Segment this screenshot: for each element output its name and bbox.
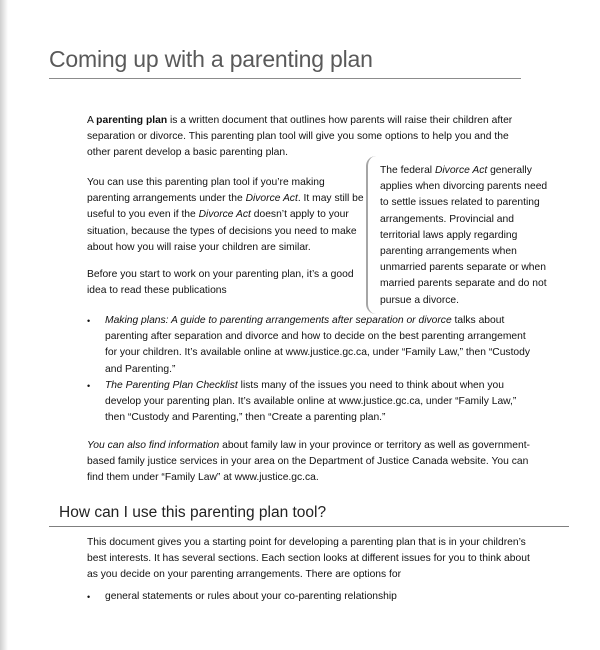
- list-item: [87, 378, 532, 427]
- before-start-paragraph: Before you start to work on your parenting plan, it’s a good idea to read these publications: [87, 269, 354, 297]
- page-title: Coming up with a parenting plan: [49, 46, 373, 72]
- use-tool-text3: doesn’t apply to your situation, because the types of decisions you need to make about how you will raise your children are similar.: [87, 209, 357, 253]
- bullet-icon: •: [87, 592, 91, 602]
- intro-before: A: [87, 115, 97, 126]
- option-text: general statements or rules about your co-parenting relationship: [105, 591, 397, 602]
- list-item: [87, 313, 532, 378]
- publication-title: Making plans: A guide to parenting arrangements after separation or divorce: [105, 315, 452, 326]
- publication-description: talks about parenting after separation and divorce and how to decide on the best parenting arrangement for your children. It’s available online at www.justice.gc.ca, under “Family Law,” then “Custody and Parenting.”: [105, 315, 531, 375]
- bullet-icon: •: [87, 316, 91, 326]
- use-tool-text2: . It may still be useful to you even if the: [87, 193, 364, 221]
- callout-text2: generally applies when divorcing parents need to settle issues related to parenting arrangements. Provincial and territorial laws apply regarding parenting arrangements when unmarried parents separate or when married parents separate and do not pursue a divorce.: [380, 165, 548, 306]
- use-tool-text1: You can use this parenting plan tool if you’re making parenting arrangements under the: [87, 177, 325, 205]
- divorce-act-ref2: Divorce Act: [198, 209, 251, 221]
- publication-description: lists many of the issues you need to think about when you develop your parenting plan. It’s available online at www.justice.gc.ca, under “Family Law,” then “Custody and Parenting,” then “Create a parenting plan.”: [105, 379, 517, 424]
- section-paragraph: This document gives you a starting point for developing a parenting plan that is in your children’s best interests. It has several sections. Each section looks at different issues for you to think about as you decide on your parenting arrangements. There are options for: [87, 537, 530, 581]
- intro-after: is a written document that outlines how parents will raise their children after separation or divorce. This parenting plan tool will give you some options to help you and the other parent develop a basic parenting plan.: [87, 115, 513, 159]
- more-info-text: about family law in your province or territory as well as government-based family justice services in your area on the Department of Justice Canada website. You can find them under “Family Law” at www.justice.gc.ca.: [87, 440, 530, 484]
- more-info-paragraph: [87, 438, 532, 487]
- callout-text1: The federal: [380, 165, 435, 176]
- title-divider: [49, 78, 521, 79]
- divorce-act-ref1: Divorce Act: [245, 193, 298, 205]
- page-edge-shadow: [0, 0, 8, 650]
- publications-list: [87, 313, 532, 426]
- bullet-icon: •: [87, 380, 91, 391]
- section-divider: [49, 526, 569, 527]
- intro-paragraph: [87, 113, 532, 162]
- section-heading: How can I use this parenting plan tool?: [59, 504, 327, 521]
- callout-box: [380, 163, 556, 309]
- intro-term: parenting plan: [96, 115, 168, 126]
- options-list: [87, 589, 532, 605]
- list-item: [87, 589, 532, 605]
- use-tool-paragraph: [87, 175, 369, 256]
- callout-divorce-act: Divorce Act: [434, 165, 488, 176]
- publication-title: The Parenting Plan Checklist: [105, 379, 238, 391]
- more-info-lead: You can also find information: [87, 440, 220, 451]
- callout-bracket: [366, 156, 378, 314]
